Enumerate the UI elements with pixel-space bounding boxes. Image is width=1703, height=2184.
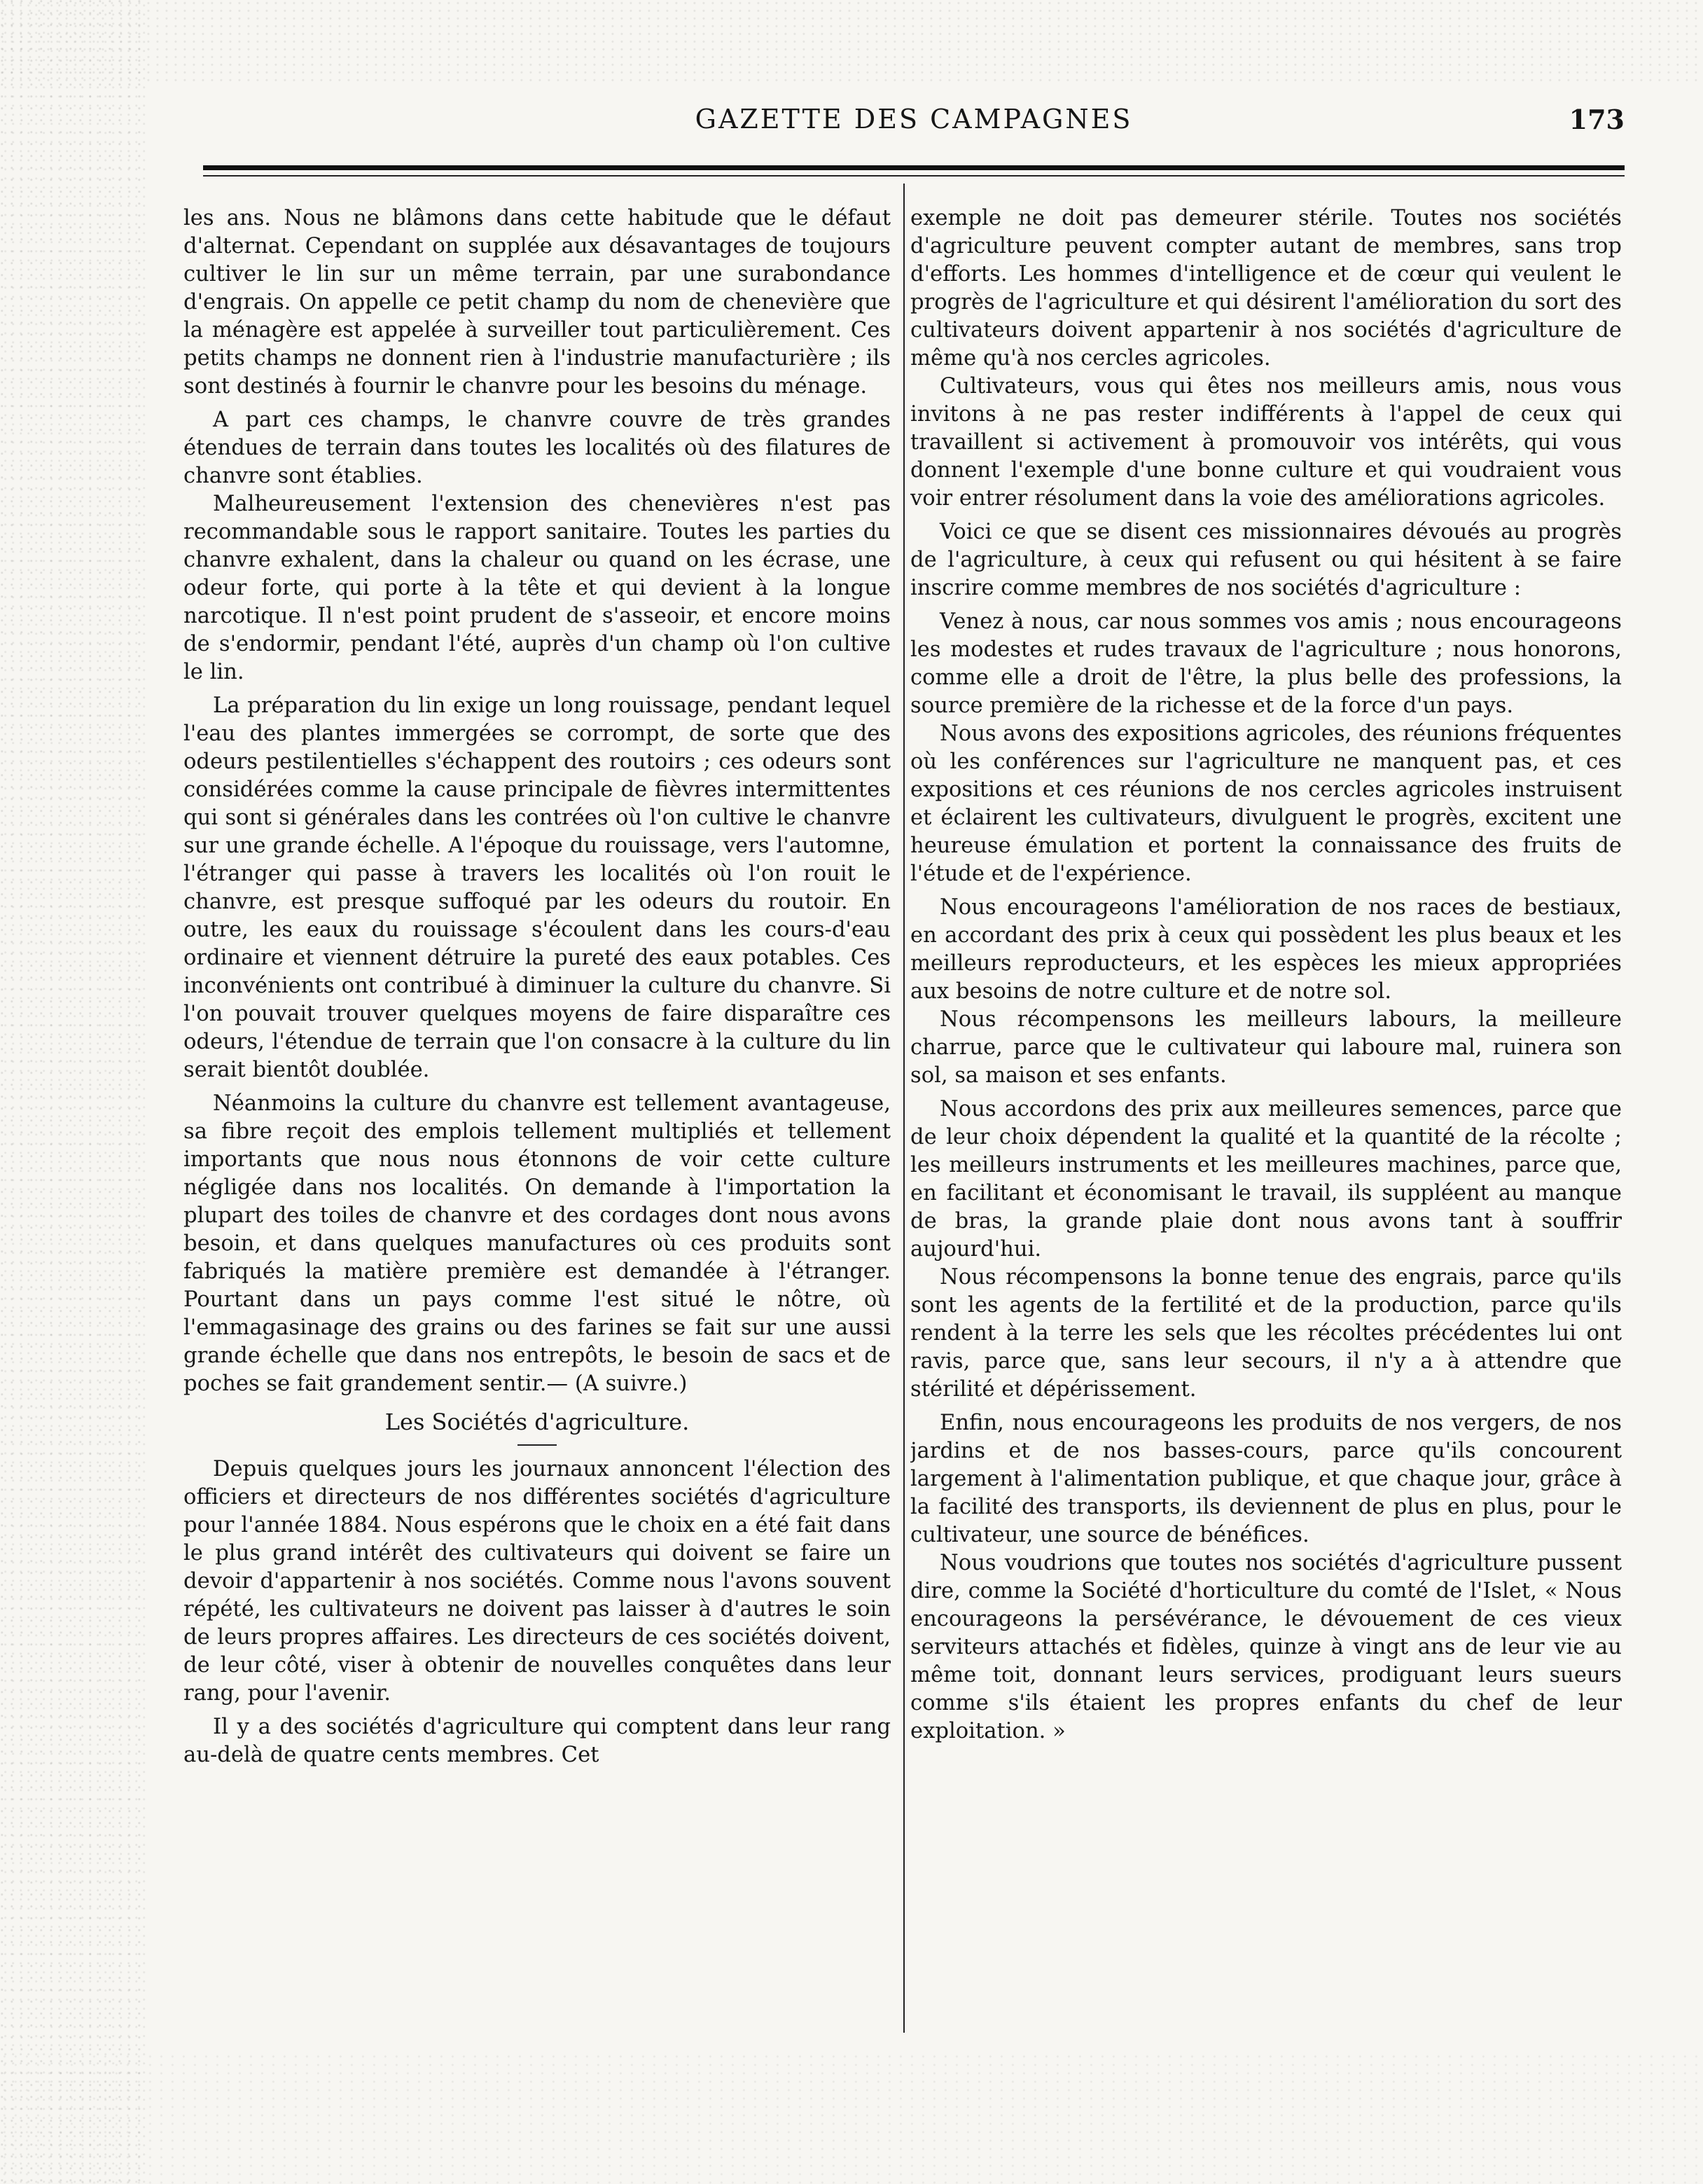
scan-noise-top [0,0,1703,84]
paragraph: Enfin, nous encourageons les produits de nos vergers, de nos jardins et de nos basses-cours, parce qu'ils concourent largement à l'alimentation publique, et que chaque jour, grâce à la facilité des transports, ils deviennent de plus en plus, pour le cultivateur, une source de bénéfices. [910,1411,1622,1547]
right-column [910,205,1622,2040]
left-column [183,205,891,2040]
paragraph: Voici ce que se disent ces missionnaires dévoués au progrès de l'agriculture, à ceux qui refusent ou qui hésitent à se faire inscrire comme membres de nos sociétés d'agriculture : [910,520,1622,600]
paragraph: A part ces champs, le chanvre couvre de très grandes étendues de terrain dans toutes les localités où des filatures de chanvre sont établies. [183,408,891,488]
paragraph: Néanmoins la culture du chanvre est tellement avantageuse, sa fibre reçoit des emplois tellement multipliés et tellement importants que nous nous étonnons de voir cette culture négligée dans nos localités. On demande à l'importation la plupart des toiles de chanvre et des cordages dont nous avons besoin, et dans quelques manufactures où ces produits sont fabriqués la matière première est demandée à l'étranger. Pourtant dans un pays comme l'est situé le nôtre, où l'emmagasinage des grains ou des farines se fait sur une aussi grande échelle que dans nos entrepôts, le besoin de sacs et de poches se fait grandement sentir.— (A suivre.) [183,1091,891,1396]
page-number: 173 [1569,104,1625,135]
section-title: Les Sociétés d'agriculture. [384,1409,690,1435]
page-header [203,104,1625,146]
paragraph: Nous encourageons l'amélioration de nos races de bestiaux, en accordant des prix à ceux qui possèdent les plus beaux et les meilleurs reproducteurs, et les espèces les mieux appropriées aux besoins de notre culture et de notre sol. [910,895,1622,1004]
paragraph: Nous récompensons les meilleurs labours, la meilleure charrue, parce que le cultivateur qui laboure mal, ruinera son sol, sa maison et ses enfants. [910,1007,1622,1088]
column-divider [903,184,905,2033]
paragraph: Depuis quelques jours les journaux annoncent l'élection des officiers et directeurs de nos différentes sociétés d'agriculture pour l'année 1884. Nous espérons que le choix en a été fait dans le plus grand intérêt des cultivateurs qui doivent se faire un devoir d'appartenir à nos sociétés. Comme nous l'avons souvent répété, les cultivateurs ne doivent pas laisser à d'autres le soin de leurs propres affaires. Les directeurs de ces sociétés doivent, de leur côté, viser à obtenir de nouvelles conquêtes dans leur rang, pour l'avenir. [183,1457,891,1706]
paragraph: Nous accordons des prix aux meilleures semences, parce que de leur choix dépendent la qualité et la quantité de la récolte ; les meilleurs instruments et les meilleures machines, parce que, en facilitant et économisant le travail, ils suppléent au manque de bras, la grande plaie dont nous avons tant à souffrir aujourd'hui. [910,1097,1622,1262]
scan-noise-left [0,0,147,2184]
scan-noise-bottom [0,2052,1703,2184]
paragraph: Nous récompensons la bonne tenue des engrais, parce qu'ils sont les agents de la fertilité et de la production, parce qu'ils rendent à la terre les sels que les récoltes précédentes lui ont ravis, parce que, sans leur secours, il n'y a à attendre que stérilité et dépérissement. [910,1265,1622,1402]
header-rule-thin [203,175,1625,177]
header-rule-thick [203,165,1625,170]
paragraph: Nous voudrions que toutes nos sociétés d'agriculture pussent dire, comme la Société d'horticulture du comté de l'Islet, « Nous encourageons la persévérance, le dévouement de ces vieux serviteurs attachés et fidèles, quinze à vingt ans de leur vie au même toit, donnant leurs services, prodiguant leurs sueurs comme s'ils étaient les propres enfants du chef de leur exploitation. » [910,1551,1622,1743]
paragraph: les ans. Nous ne blâmons dans cette habitude que le défaut d'alternat. Cependant on supplée aux désavantages de toujours cultiver le lin sur un même terrain, par une surabondance d'engrais. On appelle ce petit champ du nom de chenevière que la ménagère est appelée à surveiller tout particulièrement. Ces petits champs ne donnent rien à l'industrie manufacturière ; ils sont destinés à fournir le chanvre pour les besoins du ménage. [183,206,891,399]
paragraph: Cultivateurs, vous qui êtes nos meilleurs amis, nous vous invitons à ne pas rester indifférents à l'appel de ceux qui travaillent si activement à promouvoir vos intérêts, qui vous donnent l'exemple d'une bonne culture et qui voudraient vous voir entrer résolument dans la voie des améliorations agricoles. [910,374,1622,511]
paragraph: La préparation du lin exige un long rouissage, pendant lequel l'eau des plantes immergées se corrompt, de sorte que des odeurs pestilentielles s'échappent des routoirs ; ces odeurs sont considérées comme la cause principale de fièvres intermittentes qui sont si générales dans les contrées où l'on cultive le chanvre sur une grande échelle. A l'époque du rouissage, vers l'automne, l'étranger qui passe à travers les localités où l'on rouit le chanvre, est presque suffoqué par les odeurs du routoir. En outre, les eaux du rouissage s'écoulent dans les cours-d'eau ordinaire et viennent détruire la pureté des eaux potables. Ces inconvénients ont contribué à diminuer la culture du chanvre. Si l'on pouvait trouver quelques moyens de faire disparaître ces odeurs, l'étendue de terrain que l'on consacre à la culture du lin serait bientôt doublée. [183,693,891,1082]
publication-title: GAZETTE DES CAMPAGNES [695,104,1133,134]
paragraph: exemple ne doit pas demeurer stérile. Toutes nos sociétés d'agriculture peuvent compter autant de membres, sans trop d'efforts. Les hommes d'intelligence et de cœur qui veulent le progrès de l'agriculture et qui désirent l'amélioration du sort des cultivateurs doivent appartenir à nos sociétés d'agriculture de même qu'à nos cercles agricoles. [910,206,1622,371]
paragraph: Malheureusement l'extension des chenevières n'est pas recommandable sous le rapport sanitaire. Toutes les parties du chanvre exhalent, dans la chaleur ou quand on les écrase, une odeur forte, qui porte à la tête et qui devient à la longue narcotique. Il n'est point prudent de s'asseoir, et encore moins de s'endormir, pendant l'été, auprès d'un champ où l'on cultive le lin. [183,492,891,684]
paragraph: Il y a des sociétés d'agriculture qui comptent dans leur rang au-delà de quatre cents membres. Cet [183,1715,891,1767]
paragraph: Venez à nous, car nous sommes vos amis ; nous encourageons les modestes et rudes travaux de l'agriculture ; nous honorons, comme elle a droit de l'être, la plus belle des professions, la source première de la richesse et de la force d'un pays. [910,609,1622,718]
paragraph: Nous avons des expositions agricoles, des réunions fréquentes où les conférences sur l'agriculture ne manquent pas, et ces expositions et ces réunions de nos cercles agricoles instruisent et éclairent les cultivateurs, divulguent le progrès, excitent une heureuse émulation et portent la connaissance des fruits de l'étude et de l'expérience. [910,721,1622,886]
section-divider [517,1444,557,1446]
